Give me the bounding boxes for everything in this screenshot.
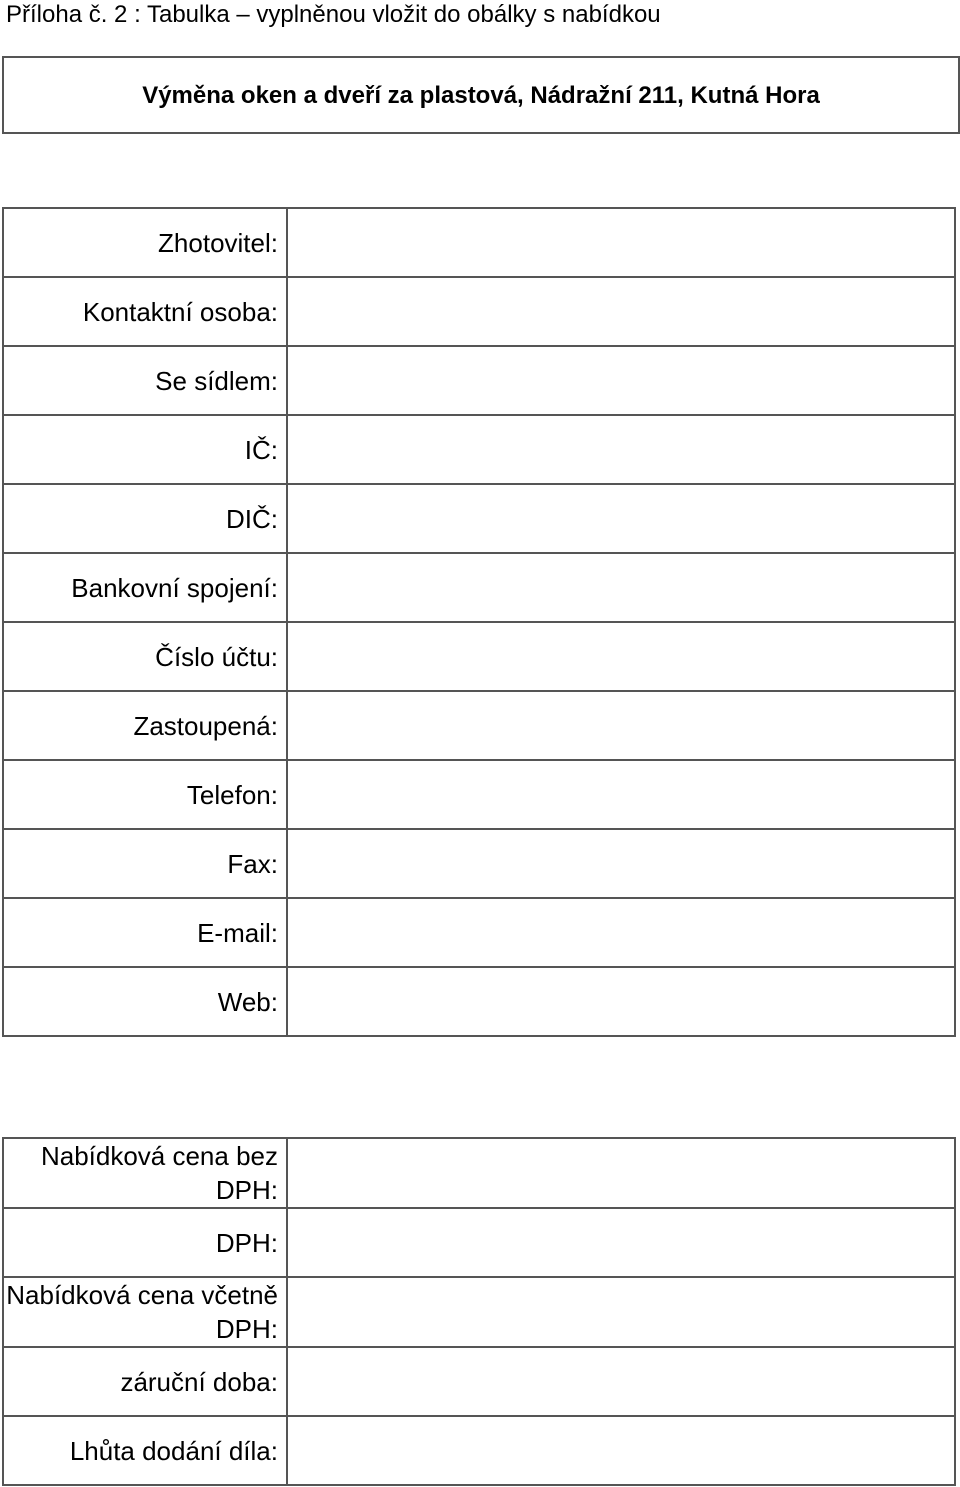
- contractor-info-table: [2, 207, 956, 1037]
- field-label-ic: IČ:: [3, 415, 287, 484]
- field-label-sidlo: Se sídlem:: [3, 346, 287, 415]
- field-label-cislo-uctu: Číslo účtu:: [3, 622, 287, 691]
- field-value-zhotovitel[interactable]: [287, 208, 955, 277]
- field-value-web[interactable]: [287, 967, 955, 1036]
- field-label-telefon: Telefon:: [3, 760, 287, 829]
- field-label-bankovni-spojeni: Bankovní spojení:: [3, 553, 287, 622]
- table-row: [3, 346, 955, 415]
- table-row: [3, 760, 955, 829]
- field-label-cena-vcetne-dph: Nabídková cena včetně DPH:: [3, 1277, 287, 1347]
- field-value-sidlo[interactable]: [287, 346, 955, 415]
- field-value-bankovni-spojeni[interactable]: [287, 553, 955, 622]
- table-row: [3, 1416, 955, 1485]
- table-row: [3, 898, 955, 967]
- field-label-zhotovitel: Zhotovitel:: [3, 208, 287, 277]
- table-row: [3, 1347, 955, 1416]
- field-label-zarucni-doba: záruční doba:: [3, 1347, 287, 1416]
- table-row: [3, 622, 955, 691]
- field-label-email: E-mail:: [3, 898, 287, 967]
- price-table: [2, 1137, 956, 1486]
- table-row: [3, 553, 955, 622]
- field-label-dph: DPH:: [3, 1208, 287, 1277]
- field-value-email[interactable]: [287, 898, 955, 967]
- table-row: [3, 691, 955, 760]
- field-value-ic[interactable]: [287, 415, 955, 484]
- document-title: Výměna oken a dveří za plastová, Nádražní 211, Kutná Hora: [142, 82, 820, 109]
- table-row: [3, 967, 955, 1036]
- table-row: [3, 829, 955, 898]
- field-value-cena-vcetne-dph[interactable]: [287, 1277, 955, 1347]
- field-label-cena-bez-dph: Nabídková cena bez DPH:: [3, 1138, 287, 1208]
- table-row: [3, 1277, 955, 1347]
- field-value-cena-bez-dph[interactable]: [287, 1138, 955, 1208]
- table-row: [3, 1208, 955, 1277]
- field-value-zarucni-doba[interactable]: [287, 1347, 955, 1416]
- table-row: [3, 484, 955, 553]
- table-row: [3, 277, 955, 346]
- table-row: [3, 415, 955, 484]
- field-label-kontaktni-osoba: Kontaktní osoba:: [3, 277, 287, 346]
- field-value-cislo-uctu[interactable]: [287, 622, 955, 691]
- field-value-dph[interactable]: [287, 1208, 955, 1277]
- field-label-web: Web:: [3, 967, 287, 1036]
- field-label-lhuta-dodani: Lhůta dodání díla:: [3, 1416, 287, 1485]
- title-box: [2, 56, 960, 134]
- field-value-kontaktni-osoba[interactable]: [287, 277, 955, 346]
- field-value-dic[interactable]: [287, 484, 955, 553]
- field-value-lhuta-dodani[interactable]: [287, 1416, 955, 1485]
- field-value-telefon[interactable]: [287, 760, 955, 829]
- attachment-caption: Příloha č. 2 : Tabulka – vyplněnou vložit do obálky s nabídkou: [6, 1, 661, 28]
- field-label-dic: DIČ:: [3, 484, 287, 553]
- field-label-fax: Fax:: [3, 829, 287, 898]
- field-value-zastoupena[interactable]: [287, 691, 955, 760]
- field-value-fax[interactable]: [287, 829, 955, 898]
- field-label-zastoupena: Zastoupená:: [3, 691, 287, 760]
- table-row: [3, 1138, 955, 1208]
- table-row: [3, 208, 955, 277]
